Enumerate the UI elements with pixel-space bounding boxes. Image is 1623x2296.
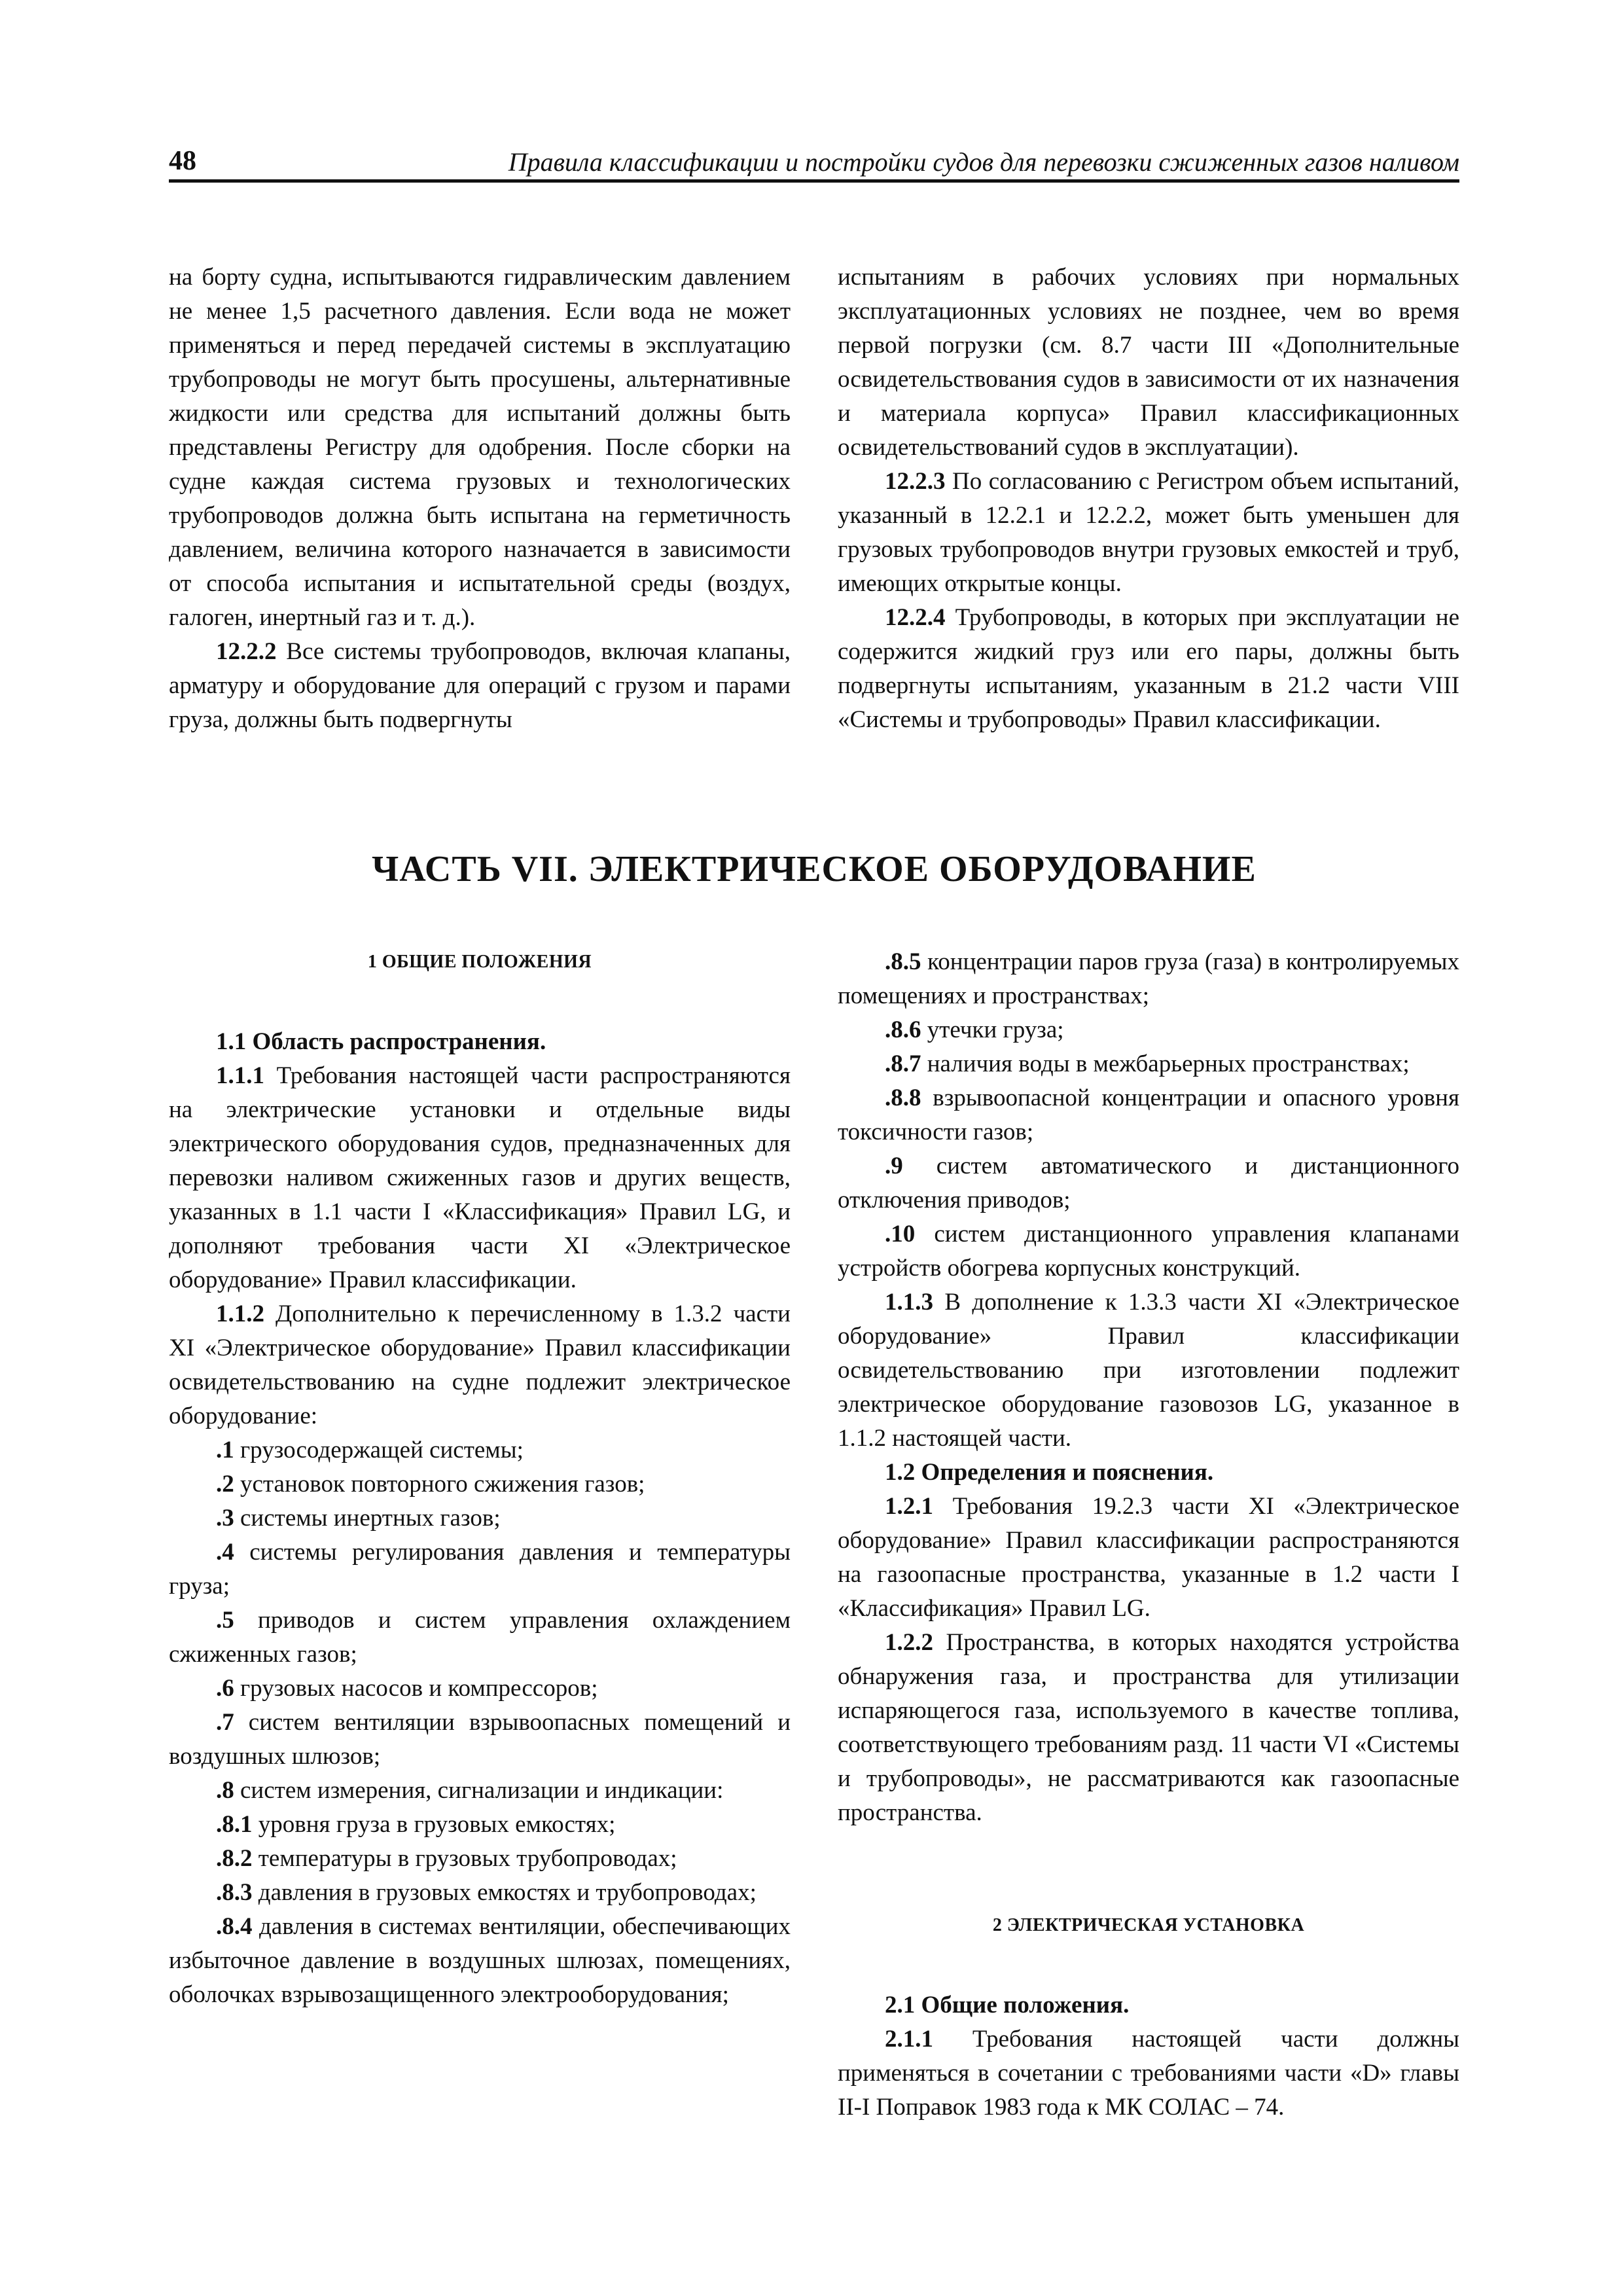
item-number: .8.6	[885, 1016, 921, 1043]
section-heading: 1 ОБЩИЕ ПОЛОЖЕНИЯ	[367, 952, 592, 972]
list-item	[169, 1467, 791, 1501]
bottom-left-column	[169, 945, 791, 2012]
item-text: Требования настоящей части распространяются на электрические установки и отдельные виды электрического оборудования судов, предназначенных для перевозки наливом сжиженных газов и других веществ, указанных в 1.1 части I «Классификация» Правил LG, и дополняют требования части XI «Электрическое оборудование» Правил классификации.	[169, 1062, 791, 1293]
item-number: .8.5	[885, 948, 921, 975]
item-number: .8.8	[885, 1085, 921, 1111]
list-item	[838, 945, 1459, 1013]
item-text: Требования настоящей части должны применяться в сочетании с требованиями части «D» главы II-I Поправок 1983 года к МК СОЛАС – 74.	[838, 2026, 1459, 2121]
item-text: По согласованию с Регистром объем испытаний, указанный в 12.2.1 и 12.2.2, может быть уменьшен для грузовых трубопроводов внутри грузовых емкостей и труб, имеющих открытые концы.	[838, 468, 1459, 597]
numbered-paragraph	[838, 1490, 1459, 1626]
item-number: .3	[216, 1505, 234, 1532]
item-number: .4	[216, 1539, 234, 1566]
numbered-paragraph	[838, 1626, 1459, 1830]
top-left-column	[169, 260, 791, 737]
list-item	[169, 1433, 791, 1467]
item-text: Пространства, в которых находятся устройства обнаружения газа, и пространства для утилизации испаряющегося газа, используемого в качестве топлива, соответствующего требованиям разд. 11 части VI «Системы и трубопроводы», не рассматриваются как газоопасные пространства.	[838, 1629, 1459, 1826]
item-number: 1.1.2	[216, 1300, 264, 1327]
subsection-heading: 1.1 Область распространения.	[216, 1028, 546, 1055]
item-text: систем измерения, сигнализации и индикации:	[234, 1777, 724, 1804]
list-item	[838, 1217, 1459, 1285]
item-text: Требования 19.2.3 части XI «Электрическое оборудование» Правил классификации распространяются на газоопасные пространства, указанные в 1.2 части I «Классификация» Правил LG.	[838, 1493, 1459, 1622]
list-item	[169, 1808, 791, 1842]
item-text: систем дистанционного управления клапанами устройств обогрева корпусных конструкций.	[838, 1221, 1459, 1282]
item-text: концентрации паров груза (газа) в контролируемых помещениях и пространствах;	[838, 948, 1459, 1009]
item-number: .1	[216, 1437, 234, 1463]
item-text: приводов и систем управления охлаждением сжиженных газов;	[169, 1607, 791, 1668]
section-heading: 2 ЭЛЕКТРИЧЕСКАЯ УСТАНОВКА	[992, 1915, 1305, 1935]
list-item	[838, 1013, 1459, 1047]
item-text: грузосодержащей системы;	[234, 1437, 524, 1463]
item-text: Все системы трубопроводов, включая клапаны, арматуру и оборудование для операций с грузом и парами груза, должны быть подвергнуты	[169, 638, 791, 733]
item-number: .10	[885, 1221, 916, 1247]
item-text: давления в грузовых емкостях и трубопроводах;	[252, 1879, 757, 1906]
item-number: .7	[216, 1709, 234, 1736]
item-text: утечки груза;	[921, 1016, 1064, 1043]
list-item	[169, 1604, 791, 1672]
numbered-paragraph	[169, 635, 791, 737]
item-text: уровня груза в грузовых емкостях;	[252, 1811, 616, 1838]
subsection-heading: 1.2 Определения и пояснения.	[885, 1459, 1214, 1486]
item-number: .5	[216, 1607, 234, 1634]
item-text: давления в системах вентиляции, обеспечивающих избыточное давление в воздушных шлюзах, помещениях, оболочках взрывозащищенного электрооборудования;	[169, 1913, 791, 2008]
item-number: 1.1.1	[216, 1062, 264, 1089]
item-number: .9	[885, 1153, 903, 1179]
item-number: 2.1.1	[885, 2026, 933, 2053]
item-text: систем автоматического и дистанционного отключения приводов;	[838, 1153, 1459, 1213]
item-text: систем вентиляции взрывоопасных помещений и воздушных шлюзов;	[169, 1709, 791, 1770]
running-title: Правила классификации и постройки судов для перевозки сжиженных газов наливом	[508, 147, 1459, 177]
paragraph: испытаниям в рабочих условиях при нормальных эксплуатационных условиях не позднее, чем во время первой погрузки (см. 8.7 части III «Дополнительные освидетельствования судов в зависимости от их назначения и материала корпуса» Правил классификационных освидетельствований судов в эксплуатации).	[838, 264, 1459, 461]
list-item	[169, 1876, 791, 1910]
item-number: .8	[216, 1777, 234, 1804]
page-header	[169, 145, 1459, 183]
numbered-paragraph	[838, 601, 1459, 737]
list-item	[169, 1672, 791, 1706]
numbered-paragraph	[169, 1297, 791, 1433]
item-number: .8.2	[216, 1845, 253, 1872]
list-item	[838, 1081, 1459, 1149]
part-title: ЧАСТЬ VII. ЭЛЕКТРИЧЕСКОЕ ОБОРУДОВАНИЕ	[372, 849, 1257, 889]
item-number: 12.2.3	[885, 468, 946, 495]
numbered-paragraph	[838, 1285, 1459, 1456]
list-item	[169, 1774, 791, 1808]
page-number: 48	[169, 146, 196, 176]
item-number: 12.2.2	[216, 638, 277, 665]
list-item	[838, 1047, 1459, 1081]
item-number: 1.2.1	[885, 1493, 933, 1520]
numbered-paragraph	[838, 2022, 1459, 2125]
item-text: Трубопроводы, в которых при эксплуатации не содержится жидкий груз или его пары, должны быть подвергнуты испытаниям, указанным в 21.2 части VIII «Системы и трубопроводы» Правил классификации.	[838, 604, 1459, 733]
item-number: .8.3	[216, 1879, 253, 1906]
item-number: .2	[216, 1471, 234, 1498]
item-number: .6	[216, 1675, 234, 1702]
item-number: .8.1	[216, 1811, 253, 1838]
list-item	[169, 1501, 791, 1535]
item-text: системы инертных газов;	[234, 1505, 501, 1532]
item-number: 12.2.4	[885, 604, 946, 631]
item-text: установок повторного сжижения газов;	[234, 1471, 645, 1498]
item-text: системы регулирования давления и температуры груза;	[169, 1539, 791, 1600]
item-number: .8.4	[216, 1913, 253, 1940]
list-item	[169, 1910, 791, 2012]
bottom-right-column	[838, 945, 1459, 2125]
list-item	[169, 1842, 791, 1876]
item-text: взрывоопасной концентрации и опасного уровня токсичности газов;	[838, 1085, 1459, 1145]
item-text: температуры в грузовых трубопроводах;	[252, 1845, 677, 1872]
numbered-paragraph	[838, 465, 1459, 601]
list-item	[169, 1535, 791, 1604]
item-text: грузовых насосов и компрессоров;	[234, 1675, 598, 1702]
item-number: 1.2.2	[885, 1629, 933, 1656]
item-text: Дополнительно к перечисленному в 1.3.2 части XI «Электрическое оборудование» Правил классификации освидетельствованию на судне подлежит электрическое оборудование:	[169, 1300, 791, 1429]
subsection-heading: 2.1 Общие положения.	[885, 1992, 1130, 2018]
list-item	[169, 1706, 791, 1774]
item-text: В дополнение к 1.3.3 части XI «Электрическое оборудование» Правил классификации освидетельствованию при изготовлении подлежит электрическое оборудование газовозов LG, указанное в 1.1.2 настоящей части.	[838, 1289, 1459, 1452]
paragraph: на борту судна, испытываются гидравлическим давлением не менее 1,5 расчетного давления. Если вода не может применяться и перед передачей системы в эксплуатацию трубопроводы не могут быть просушены, альтернативные жидкости или средства для испытаний должны быть представлены Регистру для одобрения. После сборки на судне каждая система грузовых и технологических трубопроводов должна быть испытана на герметичность давлением, величина которого назначается в зависимости от способа испытания и испытательной среды (воздух, галоген, инертный газ и т. д.).	[169, 264, 791, 631]
numbered-paragraph	[169, 1059, 791, 1297]
item-number: 1.1.3	[885, 1289, 933, 1316]
list-item	[838, 1149, 1459, 1217]
item-text: наличия воды в межбарьерных пространствах;	[921, 1050, 1410, 1077]
top-right-column	[838, 260, 1459, 737]
item-number: .8.7	[885, 1050, 921, 1077]
